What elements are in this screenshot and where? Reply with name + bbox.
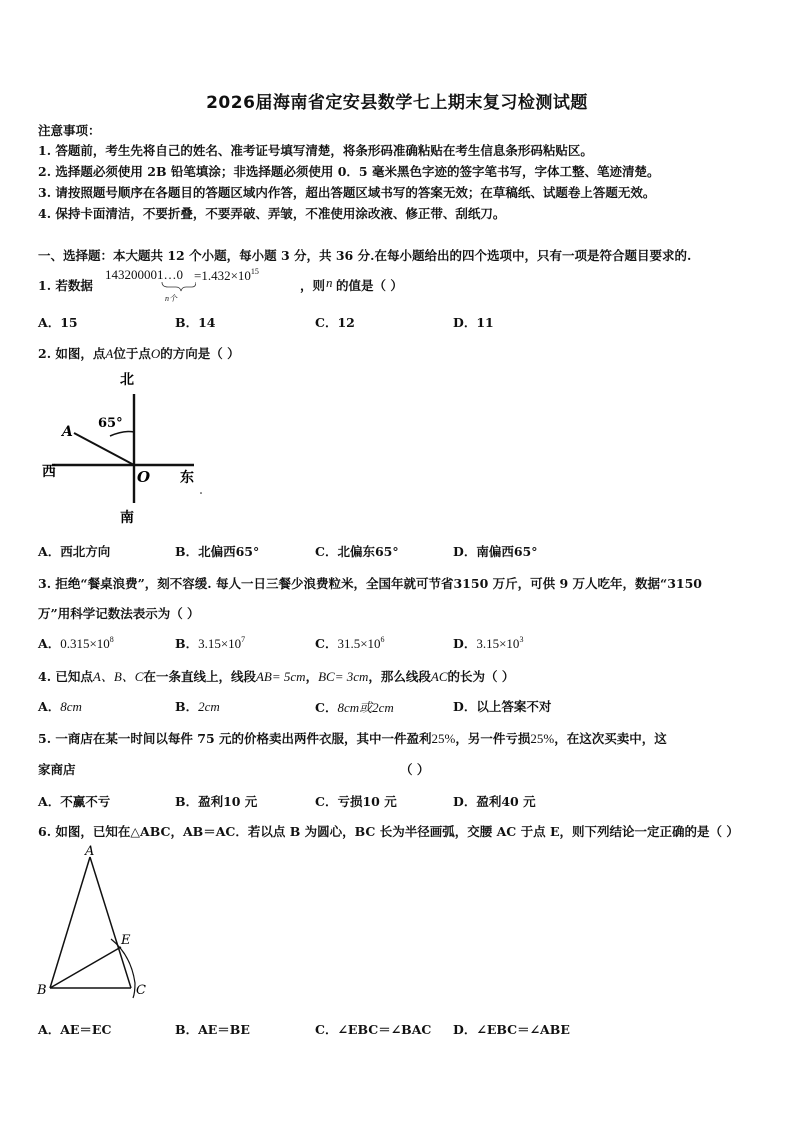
notice-item-4: 4. 保持卡面清洁，不要折叠，不要弄破、弄皱，不准使用涂改液、修正带、刮纸刀。 (38, 206, 506, 221)
q5-answer-paren: （ ） (400, 762, 430, 777)
point-a-label: A (62, 424, 73, 440)
q6-option-b[interactable]: B．AE＝BE (175, 1022, 250, 1037)
q6-stem: 6. 如图，已知在△ABC，AB＝AC．若以点 B 为圆心，BC 长为半径画弧，交腰 AC 于点 E，则下列结论一定正确的是（ ） (38, 824, 739, 839)
east-label: 东 (180, 470, 194, 486)
q1-option-a[interactable]: A．15 (38, 315, 78, 330)
q6-option-d[interactable]: D．∠EBC＝∠ABE (453, 1022, 570, 1037)
q6-option-c[interactable]: C．∠EBC＝∠BAC (315, 1022, 432, 1037)
q5-stem-line1: 5. 一商店在某一时间以每件 75 元的价格卖出两件衣服，其中一件盈利25%，另一件亏损25%，在这次买卖中，这 (38, 731, 667, 746)
q6-triangle-diagram (35, 843, 155, 1013)
q3-stem-line2: 万”用科学记数法表示为（ ） (38, 606, 200, 621)
vertex-c-label: C (136, 983, 146, 998)
q3-option-a[interactable]: A．$0.315\times 10^8$ (38, 635, 114, 651)
notice-item-2: 2. 选择题必须使用 2B 铅笔填涂；非选择题必须使用 0．5 毫米黑色字迹的签字笔书写，字体工整、笔迹清楚。 (38, 164, 660, 179)
q1-option-d[interactable]: D．11 (453, 315, 494, 330)
side-ac (90, 857, 131, 988)
q5-option-d[interactable]: D．盈利40 元 (453, 794, 536, 809)
q5-option-c[interactable]: C．亏损10 元 (315, 794, 397, 809)
notice-item-3: 3. 请按照题号顺序在各题目的答题区域内作答，超出答题区域书写的答案无效；在草稿纸、试题卷上答题无效。 (38, 185, 656, 200)
q1-variable: n (326, 275, 333, 290)
q3-stem-line1: 3. 拒绝“餐桌浪费”，刻不容缓. 每人一日三餐少浪费粒米，全国年就可节省3150 万斤，可供 9 万人吃年，数据“3150 (38, 576, 703, 591)
q2-option-c[interactable]: C．北偏东65° (315, 544, 399, 559)
notice-heading: 注意事项： (38, 123, 101, 138)
q1-suffix-post: 的值是（ ） (336, 278, 403, 293)
vertex-a-label: A (85, 844, 95, 859)
q1-formula-equals: $=1.432\times 10^{15}$ (194, 267, 259, 283)
q4-option-b[interactable]: B．2cm (175, 699, 220, 714)
q2-stem: 2. 如图，点A位于点O的方向是（ ） (38, 346, 240, 361)
q2-compass-diagram (38, 370, 218, 530)
section-heading: 一、选择题：本大题共 12 个小题，每小题 3 分，共 36 分.在每小题给出的四个选项中，只有一项是符合题目要求的. (38, 248, 692, 263)
west-label: 西 (42, 464, 56, 480)
point-o-label: O (137, 468, 151, 486)
north-label: 北 (120, 372, 134, 388)
q5-stem-line2: 家商店 (38, 762, 76, 777)
question-1 (38, 267, 758, 307)
q1-brace-label: n个 (165, 294, 177, 303)
q2-option-b[interactable]: B．北偏西65° (175, 544, 260, 559)
angle-label: 65° (98, 416, 123, 431)
q1-option-c[interactable]: C．12 (315, 315, 355, 330)
q3-option-b[interactable]: B．$3.15\times 10^7$ (175, 635, 246, 651)
q4-stem: 4. 已知点A、B、C在一条直线上，线段AB= 5cm，BC= 3cm，那么线段AC的长为（ ） (38, 669, 515, 684)
notice-item-1: 1. 答题前，考生先将自己的姓名、准考证号填写清楚，将条形码准确粘贴在考生信息条形码粘贴区。 (38, 143, 593, 158)
south-label: 南 (120, 510, 134, 526)
q3-option-d[interactable]: D．$3.15\times 10^3$ (453, 635, 524, 651)
page-title: 2026届海南省定安县数学七上期末复习检测试题 (206, 93, 588, 113)
q4-option-a[interactable]: A．8cm (38, 699, 82, 714)
angle-arc (110, 432, 134, 437)
vertex-b-label: B (37, 983, 47, 998)
q1-option-b[interactable]: B．14 (175, 315, 216, 330)
q6-option-a[interactable]: A．AE＝EC (38, 1022, 112, 1037)
q1-formula-number: 143200001…0 (105, 267, 183, 282)
q5-option-a[interactable]: A．不赢不亏 (38, 794, 111, 809)
q4-option-c[interactable]: C．8cm或2cm (315, 700, 394, 715)
q1-prefix: 1. 若数据 (38, 278, 93, 293)
q4-option-d[interactable]: D．以上答案不对 (453, 699, 552, 714)
q1-underbrace (104, 281, 196, 295)
q5-option-b[interactable]: B．盈利10 元 (175, 794, 258, 809)
q2-option-d[interactable]: D．南偏西65° (453, 544, 538, 559)
q2-option-a[interactable]: A．西北方向 (38, 544, 111, 559)
q3-option-c[interactable]: C．$31.5\times 10^6$ (315, 635, 385, 651)
ray-oa (74, 433, 134, 465)
point-e-label: E (121, 933, 131, 948)
q1-suffix-pre: ，则 (300, 278, 326, 293)
